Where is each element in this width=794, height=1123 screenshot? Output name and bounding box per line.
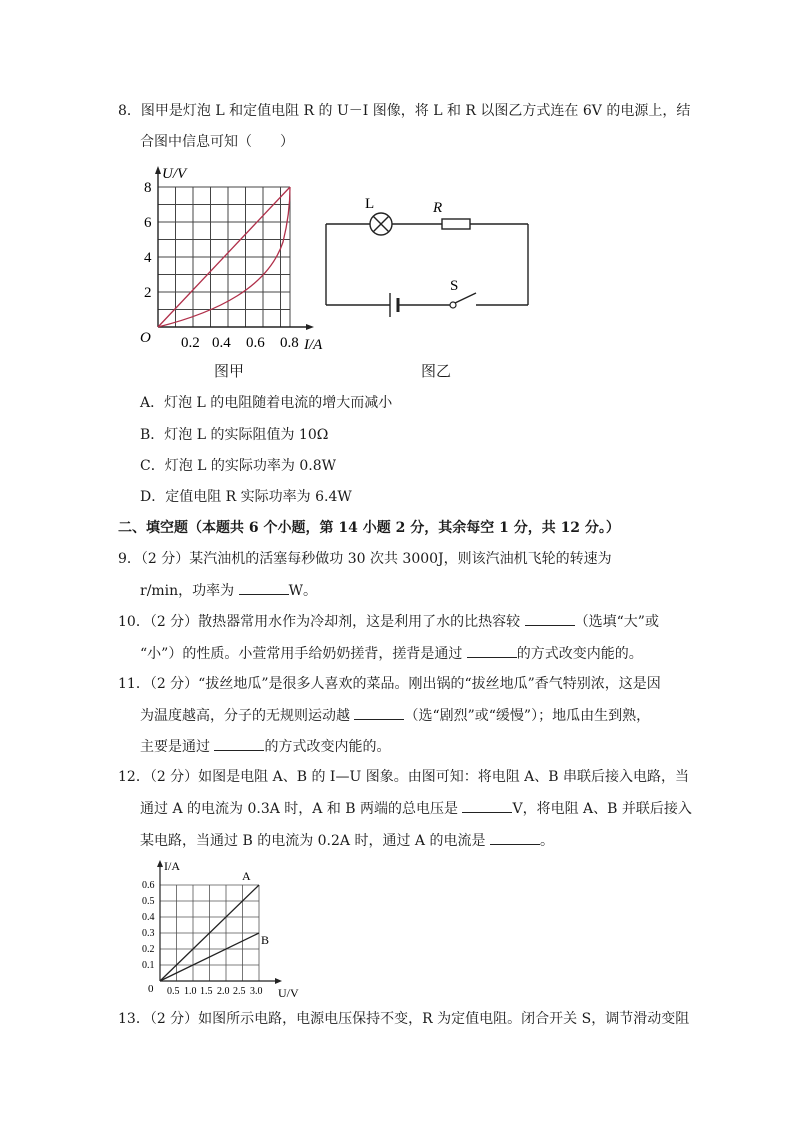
q8-option-d: D．定值电阻 R 实际功率为 6.4W [140,489,352,505]
q11-line1: 11．（2 分）“拔丝地瓜”是很多人喜欢的菜品。刚出锅的“拔丝地瓜”香气特别浓，这是因 [118,676,661,692]
q12-label-a: A [242,869,251,883]
q12-line3: 某电路，当通过 B 的电流为 0.2A 时，通过 A 的电流是 。 [140,830,554,851]
q8-line2: 合图中信息可知（ ） [140,134,294,150]
q12-ytick: 0.3 [142,928,155,939]
fig-jia-x-arrow [306,324,314,330]
fig-jia-ytick: 8 [144,180,152,196]
fig-jia-ylabel: U/V [162,166,187,182]
fig-jia-xtick: 0.4 [212,335,231,351]
answer-blank [490,830,540,845]
fig-jia-ui-graph [138,162,338,362]
q12-xtick: 1.5 [200,986,213,997]
fig-jia-xlabel: I/A [304,337,323,353]
q12-origin: 0 [148,983,154,995]
resistor-r-icon [442,219,470,229]
q12-xtick: 1.0 [184,986,197,997]
q12-xlabel: U/V [278,986,299,1000]
q12-label-b: B [261,933,270,947]
q12-iu-graph [140,856,310,1001]
q12-xtick: 3.0 [250,986,263,997]
q11-line2: 为温度越高，分子的无规则运动越 （选“剧烈”或“缓慢”）；地瓜由生到熟， [140,705,650,726]
q12-xtick: 0.5 [167,986,180,997]
q10-line2: “小”）的性质。小萱常用手给奶奶搓背，搓背是通过 的方式改变内能的。 [140,643,643,664]
q11-line3: 主要是通过 的方式改变内能的。 [140,736,390,757]
q8-option-b: B．灯泡 L 的实际阻值为 10Ω [140,427,329,443]
q8-option-c: C．灯泡 L 的实际功率为 0.8W [140,458,337,474]
fig-jia-ytick: 4 [144,250,152,266]
q12-line1: 12．（2 分）如图是电阻 A、B 的 I—U 图象。由图可知：将电阻 A、B 串联后接入电路，当 [118,769,689,785]
q12-ytick: 0.6 [142,880,155,891]
q12-xtick: 2.0 [217,986,230,997]
answer-blank [525,611,575,626]
fig-jia-origin: O [140,330,151,346]
answer-blank [239,580,289,595]
q12-ytick: 0.5 [142,896,155,907]
fig-jia-xtick: 0.6 [246,335,265,351]
answer-blank [214,736,264,751]
fig-yi-label-l: L [365,196,375,212]
q12-ytick: 0.1 [142,960,155,971]
q8-option-a: A．灯泡 L 的电阻随着电流的增大而减小 [140,395,393,411]
q12-xtick: 2.5 [233,986,246,997]
q9-line1: 9．（2 分）某汽油机的活塞每秒做功 30 次共 3000J，则该汽油机飞轮的转速为 [118,551,612,567]
section-heading: 二、填空题（本题共 6 个小题，第 14 小题 2 分，其余每空 1 分，共 12 分。） [118,520,620,536]
fig-jia-ytick: 2 [144,285,152,301]
fig-jia-ytick: 6 [144,215,152,231]
fig-yi-circuit [318,190,538,320]
q8-line1: 8．图甲是灯泡 L 和定值电阻 R 的 U－I 图像，将 L 和 R 以图乙方式连在 6V 的电源上，结 [118,103,691,119]
q9-line2: r/min，功率为 W。 [140,580,317,601]
q12-ylabel: I/A [164,859,180,873]
fig-yi-caption: 图乙 [421,362,452,380]
fig-jia-y-arrow [155,166,161,174]
answer-blank [354,705,404,720]
q12-line2: 通过 A 的电流为 0.3A 时，A 和 B 两端的总电压是 V，将电阻 A、B 并联后接入 [140,798,692,819]
fig-yi-label-s: S [450,278,459,294]
answer-blank [462,798,512,813]
fig-jia-xtick: 0.2 [181,335,200,351]
answer-blank [467,643,517,658]
fig-jia-caption: 图甲 [214,362,245,380]
fig-yi-label-r: R [433,200,443,216]
q12-ytick: 0.2 [142,944,155,955]
q13-line1: 13．（2 分）如图所示电路，电源电压保持不变，R 为定值电阻。闭合开关 S，调节滑动变阻 [118,1011,690,1027]
q10-line1: 10．（2 分）散热器常用水作为冷却剂，这是利用了水的比热容较 （选填“大”或 [118,611,659,632]
fig-jia-xtick: 0.8 [280,335,299,351]
q12-ytick: 0.4 [142,912,155,923]
